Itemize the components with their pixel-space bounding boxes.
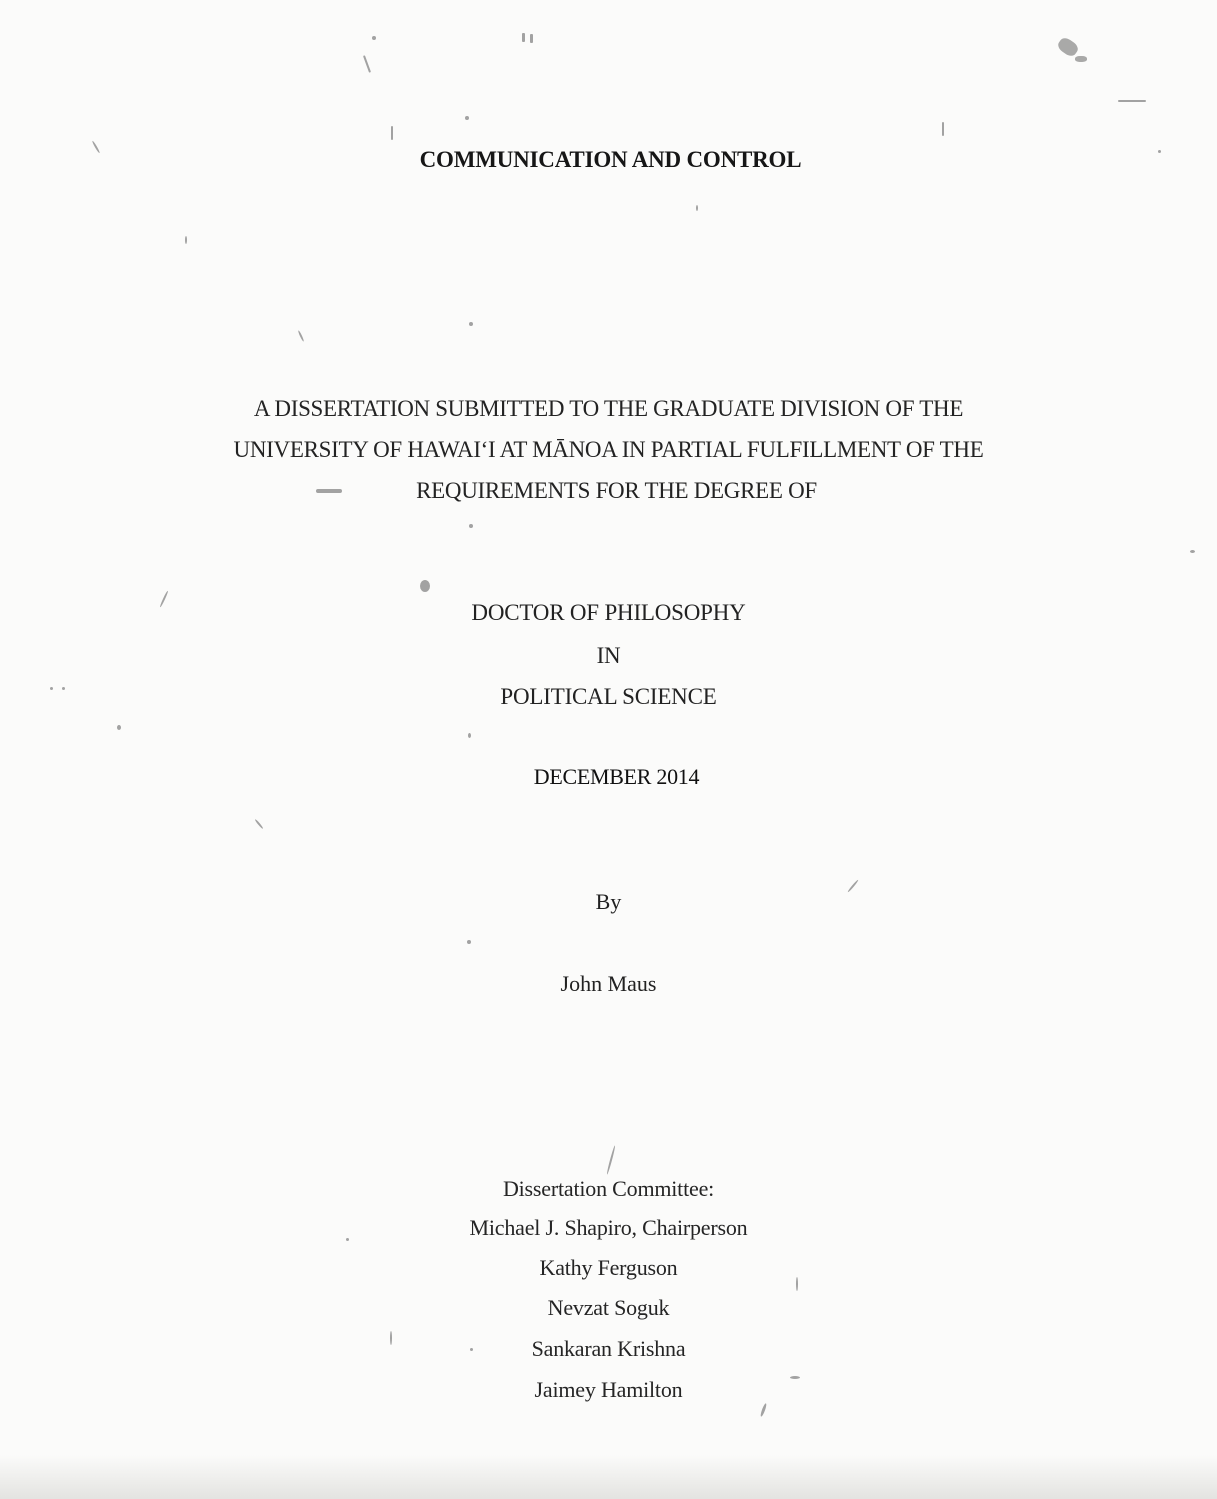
dissertation-title: COMMUNICATION AND CONTROL — [419, 147, 802, 172]
committee-member: Michael J. Shapiro, Chairperson — [469, 1215, 748, 1240]
submission-statement-line-2: UNIVERSITY OF HAWAIʻI AT MĀNOA IN PARTIAL FULFILLMENT OF THE — [233, 437, 984, 462]
submission-statement-line-3: REQUIREMENTS FOR THE DEGREE OF — [416, 478, 817, 503]
submission-statement-line-1: A DISSERTATION SUBMITTED TO THE GRADUATE DIVISION OF THE — [253, 396, 964, 421]
degree-connector: IN — [596, 643, 621, 668]
degree-field: POLITICAL SCIENCE — [500, 684, 717, 709]
scan-bottom-edge — [0, 1455, 1217, 1499]
committee-member: Jaimey Hamilton — [534, 1377, 683, 1402]
by-label: By — [595, 889, 622, 914]
committee-member: Kathy Ferguson — [539, 1255, 678, 1280]
degree-name: DOCTOR OF PHILOSOPHY — [471, 600, 746, 625]
committee-member: Sankaran Krishna — [531, 1336, 686, 1361]
author-name: John Maus — [560, 971, 657, 996]
committee-member: Nevzat Soguk — [547, 1295, 670, 1320]
submission-date: DECEMBER 2014 — [533, 764, 700, 789]
committee-heading: Dissertation Committee: — [502, 1176, 715, 1201]
